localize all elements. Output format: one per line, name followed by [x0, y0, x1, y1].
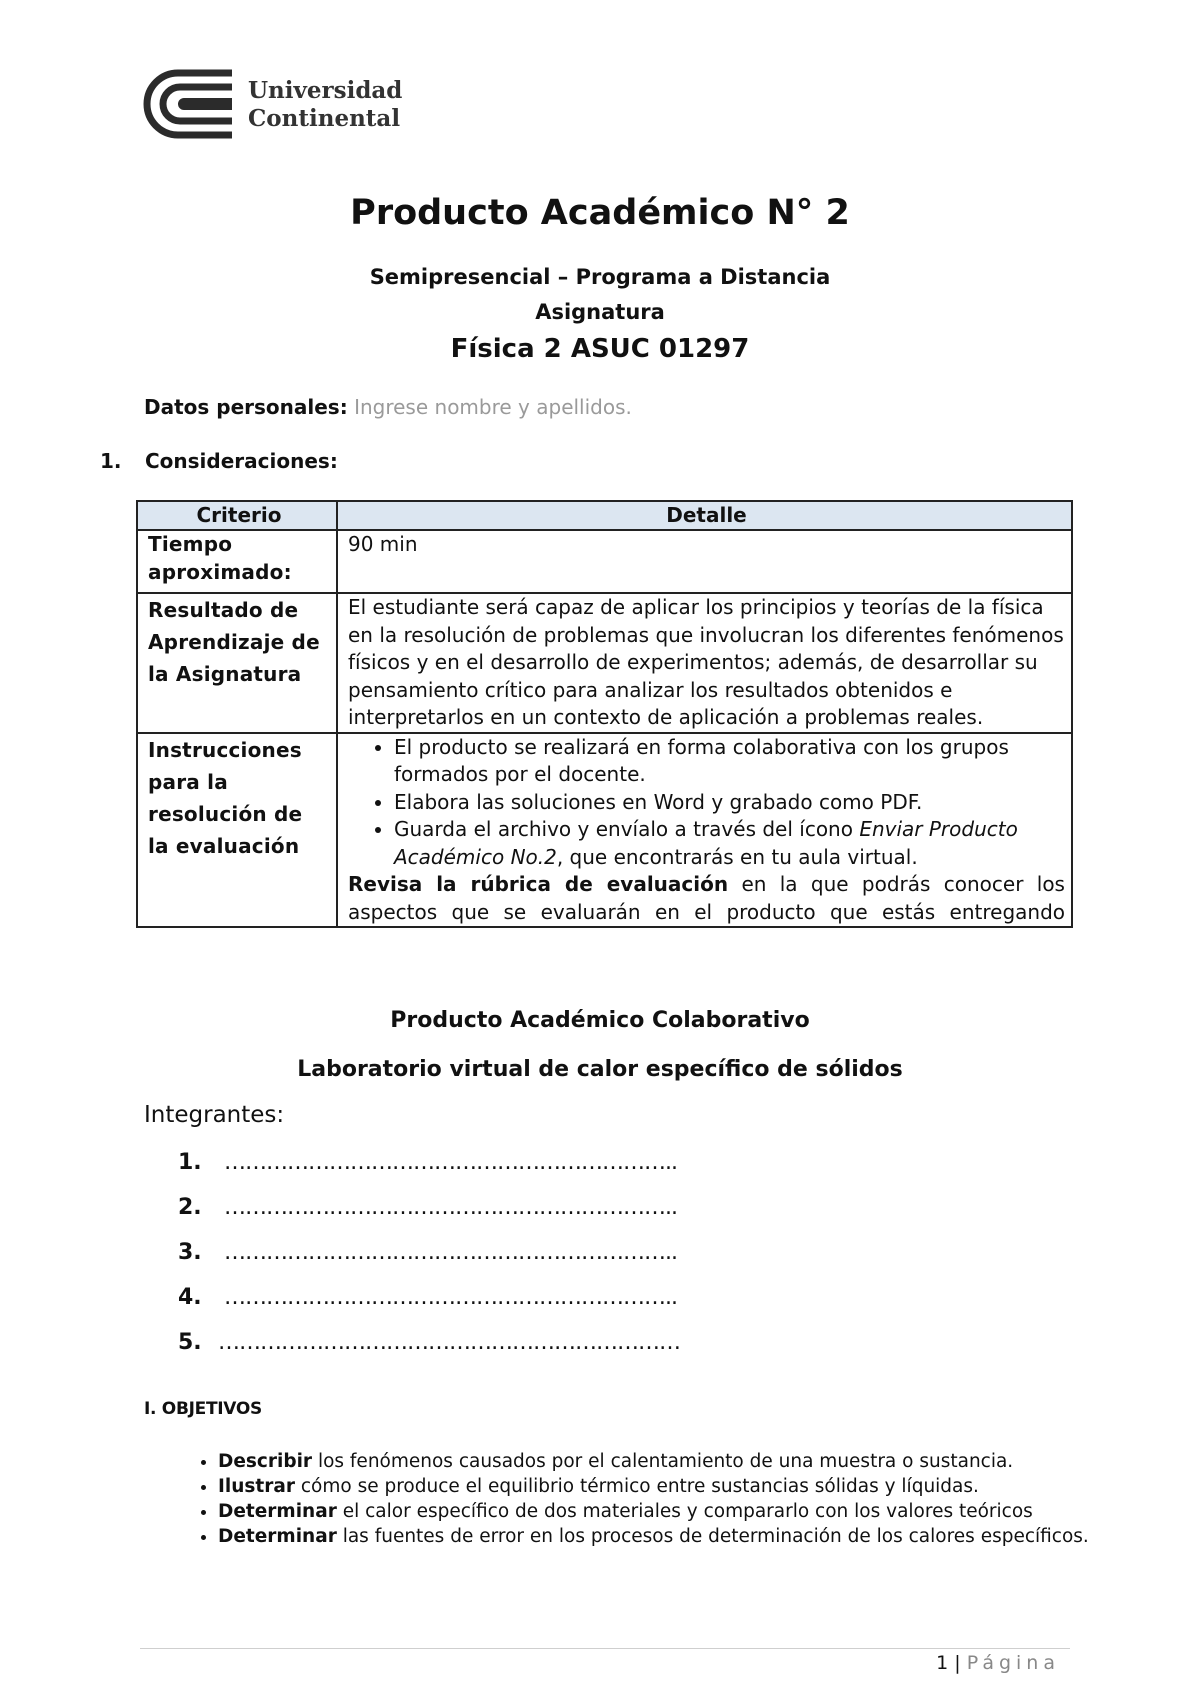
page-number: 1: [936, 1652, 949, 1674]
members-label: Integrantes:: [144, 1102, 285, 1128]
member-number: 2.: [178, 1195, 202, 1220]
list-item: [394, 816, 1065, 871]
row-value-instructions: [337, 733, 1072, 928]
logo-line2: Continental: [248, 105, 401, 132]
header-criterio: Criterio: [137, 501, 337, 530]
course-name: Física 2 ASUC 01297: [450, 334, 750, 364]
member-line-3: [178, 1240, 677, 1265]
member-number: 5.: [178, 1330, 202, 1355]
objective-text: las fuentes de error en los procesos de determinación de los calores específicos.: [336, 1526, 1089, 1547]
member-blank-field[interactable]: ………………………………………………………..: [224, 1285, 677, 1310]
objective-text: cómo se produce el equilibrio térmico entre sustancias sólidas y líquidas.: [294, 1476, 979, 1497]
objective-text: el calor específico de dos materiales y compararlo con los valores teóricos: [336, 1501, 1033, 1522]
logo-line1: Universidad: [248, 77, 403, 104]
member-number: 4.: [178, 1285, 202, 1310]
rubric-note-rest: en la que podrás conocer los aspectos que se evaluarán en el producto que estás entregando: [348, 872, 1065, 924]
bullet3-post: , que encontrarás en tu aula virtual.: [556, 844, 918, 869]
header-detalle: Detalle: [337, 501, 1072, 530]
row-value-time: 90 min: [337, 530, 1072, 593]
objective-verb: Ilustrar: [218, 1476, 295, 1497]
member-line-2: [178, 1195, 677, 1220]
footer-divider: [140, 1648, 1070, 1649]
table-header-row: [137, 501, 1072, 530]
list-item: [218, 1449, 1138, 1474]
row-label-result: Resultado de Aprendizaje de la Asignatura: [137, 593, 337, 733]
table-row: [137, 593, 1072, 733]
objective-text: los fenómenos causados por el calentamiento de una muestra o sustancia.: [312, 1451, 1014, 1472]
personal-data: [144, 395, 632, 419]
document-title: Producto Académico N° 2: [350, 193, 850, 233]
footer-separator: |: [954, 1652, 961, 1674]
modality-text: Semipresencial – Programa a Distancia: [369, 265, 831, 289]
objectives-heading: I. OBJETIVOS: [144, 1399, 262, 1419]
list-item: • El producto se realizará en forma colaborativa con los grupos formados por el docente.: [394, 734, 1065, 789]
rubric-note-bold: Revisa la rúbrica de evaluación: [348, 872, 729, 896]
page-footer: [0, 1652, 1060, 1674]
instructions-list: [348, 734, 1065, 872]
table-row: [137, 733, 1072, 928]
personal-data-label: Datos personales:: [144, 395, 348, 419]
member-number: 3.: [178, 1240, 202, 1265]
table-row: [137, 530, 1072, 593]
member-blank-field[interactable]: ………………………………………………………..: [224, 1240, 677, 1265]
member-line-1: [178, 1150, 677, 1175]
rubric-note: [348, 871, 1065, 926]
objectives-list: [144, 1449, 1138, 1549]
bullet3-pre: Guarda el archivo y envíalo a través del ícono: [394, 817, 860, 841]
member-line-4: [178, 1285, 677, 1310]
objective-verb: Determinar: [218, 1501, 337, 1522]
section-title: Consideraciones:: [145, 449, 338, 473]
page-label: Página: [966, 1652, 1060, 1674]
logo-mark-icon: [140, 68, 240, 140]
row-label-instructions: Instrucciones para la resolución de la evaluación: [137, 733, 337, 928]
university-logo: [140, 68, 403, 140]
list-item: [218, 1474, 1138, 1499]
objective-verb: Describir: [218, 1451, 313, 1472]
member-blank-field[interactable]: …………………………………………………………: [218, 1330, 680, 1355]
list-item: [218, 1499, 1138, 1524]
section-number: 1.: [100, 449, 122, 473]
member-number: 1.: [178, 1150, 202, 1175]
criteria-table: [136, 500, 1073, 928]
list-item: [218, 1524, 1138, 1549]
collab-title: Producto Académico Colaborativo: [390, 1008, 810, 1033]
member-blank-field[interactable]: ………………………………………………………..: [224, 1150, 677, 1175]
lab-title: Laboratorio virtual de calor específico de sólidos: [297, 1057, 903, 1082]
section-heading: [100, 449, 338, 473]
subject-label: Asignatura: [535, 300, 665, 324]
objective-verb: Determinar: [218, 1526, 337, 1547]
name-placeholder-field[interactable]: Ingrese nombre y apellidos.: [354, 395, 632, 419]
list-item: • Elabora las soluciones en Word y grabado como PDF.: [394, 789, 1065, 817]
submit-product-link: Enviar Producto Académico No.2: [394, 817, 1018, 869]
member-blank-field[interactable]: ………………………………………………………..: [224, 1195, 677, 1220]
member-line-5: [178, 1330, 680, 1355]
row-label-time: Tiempo aproximado:: [137, 530, 337, 593]
row-value-result: El estudiante será capaz de aplicar los principios y teorías de la física en la resolución de problemas que involucran los diferentes fenómenos físicos y en el desarrollo de experimentos; además, de desarrollar su pensamiento crítico para analizar los resultados obtenidos e interpretarlos en un contexto de aplicación a problemas reales.: [337, 593, 1072, 733]
